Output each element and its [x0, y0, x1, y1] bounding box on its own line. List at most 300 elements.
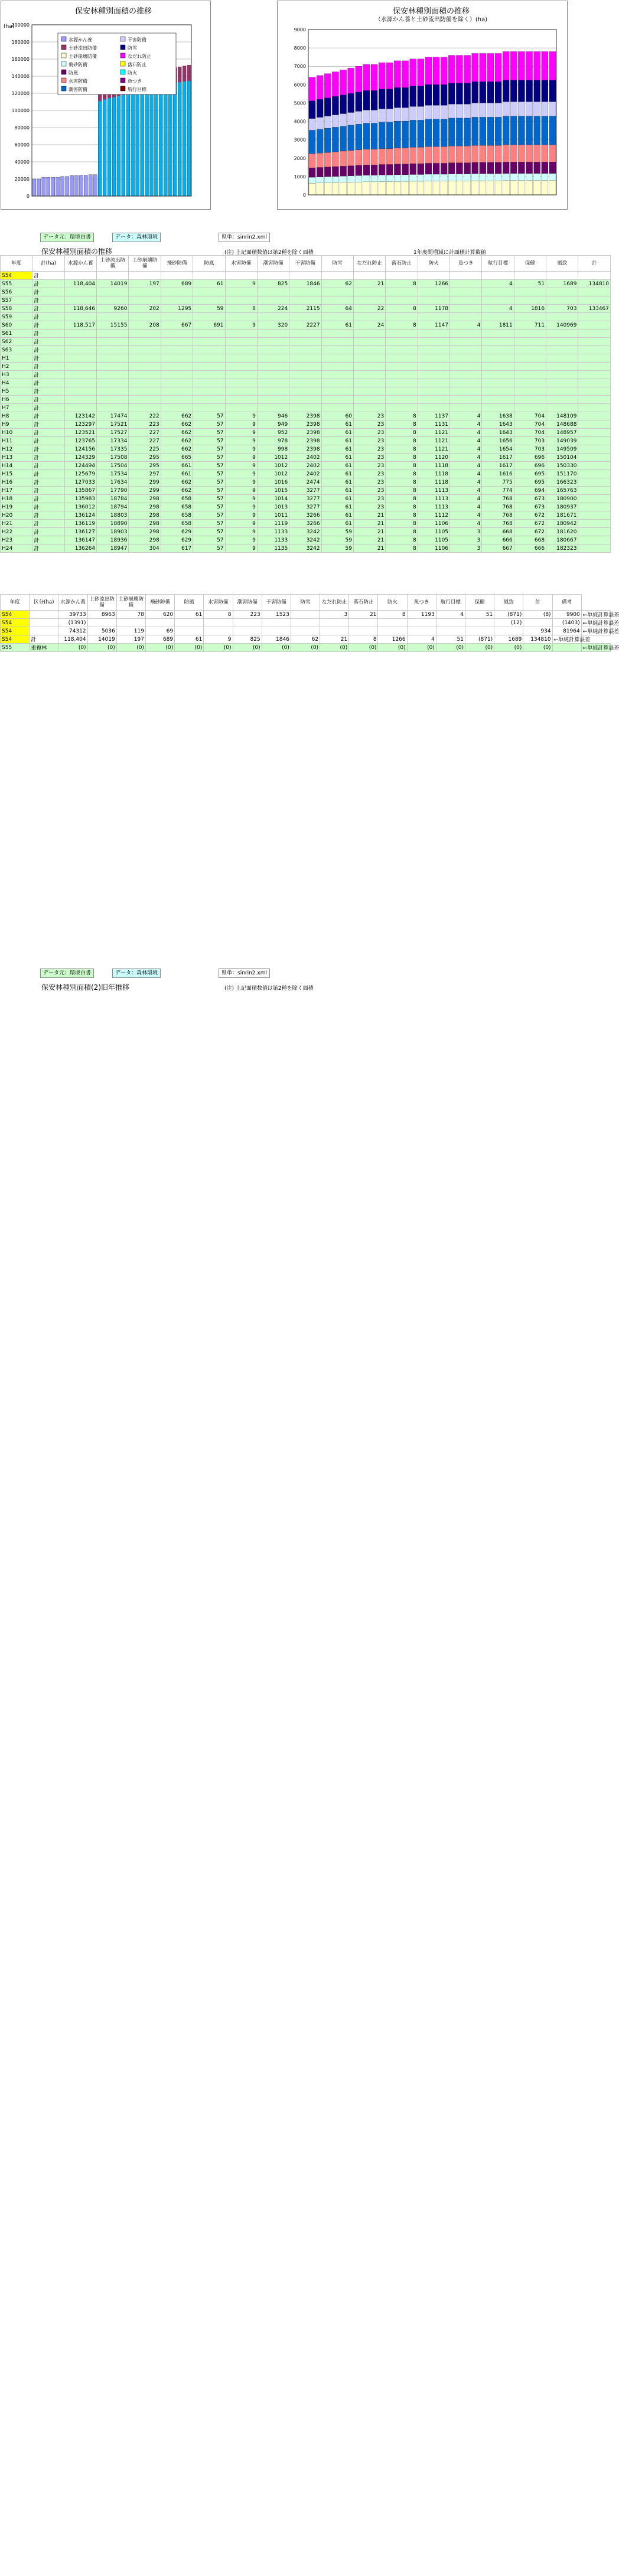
table-cell[interactable]: [193, 363, 225, 371]
table-cell[interactable]: [64, 387, 96, 396]
table-cell[interactable]: 57: [193, 470, 225, 478]
table-cell[interactable]: 1015: [257, 487, 289, 495]
table-cell[interactable]: [225, 396, 257, 404]
table-cell[interactable]: 1118: [418, 478, 449, 487]
table-cell[interactable]: [418, 330, 449, 338]
table-cell[interactable]: 9: [225, 495, 257, 503]
table-cell[interactable]: [193, 404, 225, 412]
table-cell[interactable]: [436, 627, 465, 635]
table-cell[interactable]: [233, 619, 262, 627]
table-cell[interactable]: 3266: [289, 520, 321, 528]
table-cell[interactable]: [257, 338, 289, 346]
table-cell[interactable]: [578, 363, 611, 371]
table-cell[interactable]: [546, 346, 578, 354]
table-cell[interactable]: [578, 296, 611, 305]
table-cell[interactable]: 78: [116, 611, 145, 619]
table-cell[interactable]: 計: [32, 272, 64, 280]
table-cell[interactable]: [257, 404, 289, 412]
table-cell[interactable]: [578, 445, 611, 454]
table-cell[interactable]: [450, 330, 482, 338]
table-cell[interactable]: 9: [225, 528, 257, 536]
table-cell[interactable]: 227: [129, 429, 161, 437]
table-cell[interactable]: (8): [523, 611, 552, 619]
table-cell[interactable]: 298: [129, 511, 161, 520]
table-cell[interactable]: [321, 288, 353, 296]
table-cell[interactable]: [353, 396, 385, 404]
table-cell[interactable]: [64, 363, 96, 371]
table-cell[interactable]: [578, 487, 611, 495]
table-cell[interactable]: [386, 272, 418, 280]
table-cell[interactable]: 4: [482, 280, 514, 288]
table-cell[interactable]: 計: [32, 371, 64, 379]
table-cell[interactable]: [514, 387, 546, 396]
table-cell[interactable]: S55: [1, 644, 30, 652]
table-cell[interactable]: 703: [546, 305, 578, 313]
table-cell[interactable]: [514, 288, 546, 296]
table-cell[interactable]: H9: [1, 420, 32, 429]
table-cell[interactable]: 計: [32, 313, 64, 321]
table-cell[interactable]: 18936: [97, 536, 129, 544]
table-cell[interactable]: 計: [32, 528, 64, 536]
table-cell[interactable]: 695: [514, 470, 546, 478]
table-cell[interactable]: [450, 371, 482, 379]
table-cell[interactable]: [289, 346, 321, 354]
table-cell[interactable]: [129, 272, 161, 280]
table-cell[interactable]: [64, 330, 96, 338]
table-cell[interactable]: ←単純計算誤差: [581, 627, 610, 635]
table-cell[interactable]: 計: [32, 346, 64, 354]
table-cell[interactable]: [353, 379, 385, 387]
table-cell[interactable]: [353, 272, 385, 280]
table-cell[interactable]: 22: [353, 305, 385, 313]
table-cell[interactable]: [578, 404, 611, 412]
table-cell[interactable]: [578, 387, 611, 396]
table-cell[interactable]: 8: [386, 470, 418, 478]
table-cell[interactable]: 223: [129, 420, 161, 429]
table-cell[interactable]: [289, 363, 321, 371]
table-cell[interactable]: [225, 354, 257, 363]
table-cell[interactable]: [262, 627, 291, 635]
table-cell[interactable]: [546, 338, 578, 346]
table-cell[interactable]: [129, 404, 161, 412]
table-cell[interactable]: S56: [1, 288, 32, 296]
table-cell[interactable]: 57: [193, 412, 225, 420]
table-cell[interactable]: [321, 354, 353, 363]
table-cell[interactable]: 8963: [87, 611, 116, 619]
table-cell[interactable]: 672: [514, 511, 546, 520]
table-cell[interactable]: [193, 330, 225, 338]
table-cell[interactable]: H7: [1, 404, 32, 412]
table-cell[interactable]: 4: [450, 420, 482, 429]
table-cell[interactable]: [386, 379, 418, 387]
table-cell[interactable]: [233, 627, 262, 635]
table-cell[interactable]: 304: [129, 544, 161, 553]
table-cell[interactable]: 673: [514, 495, 546, 503]
table-cell[interactable]: 8: [386, 305, 418, 313]
table-cell[interactable]: 4: [450, 503, 482, 511]
table-cell[interactable]: 8: [386, 420, 418, 429]
table-cell[interactable]: 計: [32, 420, 64, 429]
table-cell[interactable]: [353, 404, 385, 412]
table-cell[interactable]: 57: [193, 437, 225, 445]
table-cell[interactable]: 180900: [546, 495, 578, 503]
tab-data[interactable]: データ：森林環境: [112, 233, 161, 242]
table-cell[interactable]: ←単純計算誤差: [581, 644, 610, 652]
table-cell[interactable]: 1266: [418, 280, 449, 288]
table-cell[interactable]: 8: [386, 437, 418, 445]
table-cell[interactable]: [204, 619, 233, 627]
table-cell[interactable]: 61: [321, 429, 353, 437]
table-cell[interactable]: 9900: [552, 611, 581, 619]
table-cell[interactable]: 8: [204, 611, 233, 619]
table-cell[interactable]: 4: [450, 520, 482, 528]
table-cell[interactable]: 9: [204, 635, 233, 644]
table-cell[interactable]: (0): [465, 644, 494, 652]
table-cell[interactable]: 2402: [289, 470, 321, 478]
table-cell[interactable]: 123765: [64, 437, 96, 445]
table-cell[interactable]: 298: [129, 536, 161, 544]
table-cell[interactable]: 136119: [64, 520, 96, 528]
table-cell[interactable]: S59: [1, 313, 32, 321]
table-cell[interactable]: [386, 330, 418, 338]
table-cell[interactable]: H2: [1, 363, 32, 371]
table-cell[interactable]: 9: [225, 544, 257, 553]
table-cell[interactable]: 17334: [97, 437, 129, 445]
table-cell[interactable]: 711: [514, 321, 546, 330]
table-cell[interactable]: 9: [225, 321, 257, 330]
table-cell[interactable]: [353, 371, 385, 379]
table-cell[interactable]: 2115: [289, 305, 321, 313]
table-cell[interactable]: [225, 288, 257, 296]
table-cell[interactable]: 61: [321, 437, 353, 445]
table-cell[interactable]: 8: [386, 487, 418, 495]
table-cell[interactable]: 629: [161, 536, 193, 544]
table-cell[interactable]: 946: [257, 412, 289, 420]
table-cell[interactable]: [257, 371, 289, 379]
table-cell[interactable]: 2398: [289, 445, 321, 454]
table-cell[interactable]: 17534: [97, 470, 129, 478]
table-cell[interactable]: 1012: [257, 454, 289, 462]
table-cell[interactable]: [418, 313, 449, 321]
tab-file[interactable]: 県単：sinrin2.xml: [219, 233, 270, 242]
table-cell[interactable]: [482, 379, 514, 387]
table-cell[interactable]: 1846: [289, 280, 321, 288]
table-cell[interactable]: 計: [32, 503, 64, 511]
table-cell[interactable]: 23: [353, 478, 385, 487]
table-cell[interactable]: [546, 313, 578, 321]
table-cell[interactable]: 662: [161, 478, 193, 487]
table-cell[interactable]: 9: [225, 520, 257, 528]
table-cell[interactable]: S61: [1, 330, 32, 338]
table-cell[interactable]: 計: [30, 635, 58, 644]
table-cell[interactable]: [129, 396, 161, 404]
table-cell[interactable]: (0): [58, 644, 87, 652]
table-cell[interactable]: 8: [378, 611, 407, 619]
table-cell[interactable]: 180667: [546, 536, 578, 544]
table-cell[interactable]: [129, 387, 161, 396]
table-cell[interactable]: [386, 387, 418, 396]
table-cell[interactable]: 1106: [418, 520, 449, 528]
table-cell[interactable]: 1121: [418, 437, 449, 445]
table-cell[interactable]: [418, 379, 449, 387]
table-cell[interactable]: 8: [386, 503, 418, 511]
table-cell[interactable]: [465, 619, 494, 627]
table-cell[interactable]: [386, 346, 418, 354]
table-cell[interactable]: [193, 354, 225, 363]
table-cell[interactable]: [97, 296, 129, 305]
table-cell[interactable]: 704: [514, 420, 546, 429]
table-cell[interactable]: 197: [129, 280, 161, 288]
table-cell[interactable]: [578, 379, 611, 387]
table-cell[interactable]: 1121: [418, 429, 449, 437]
table-cell[interactable]: [289, 379, 321, 387]
table-cell[interactable]: 665: [161, 454, 193, 462]
table-cell[interactable]: [482, 338, 514, 346]
table-cell[interactable]: [321, 387, 353, 396]
table-cell[interactable]: [64, 296, 96, 305]
table-cell[interactable]: 計: [32, 280, 64, 288]
table-cell[interactable]: [386, 296, 418, 305]
table-cell[interactable]: [97, 354, 129, 363]
table-cell[interactable]: H17: [1, 487, 32, 495]
table-cell[interactable]: 計: [32, 470, 64, 478]
table-cell[interactable]: [97, 396, 129, 404]
table-cell[interactable]: 23: [353, 470, 385, 478]
table-cell[interactable]: S58: [1, 305, 32, 313]
table-cell[interactable]: [482, 272, 514, 280]
table-cell[interactable]: [418, 296, 449, 305]
table-cell[interactable]: 1118: [418, 470, 449, 478]
table-cell[interactable]: 1133: [257, 528, 289, 536]
table-cell[interactable]: [514, 338, 546, 346]
table-cell[interactable]: [514, 363, 546, 371]
table-cell[interactable]: H21: [1, 520, 32, 528]
table-cell[interactable]: 3: [450, 536, 482, 544]
table-cell[interactable]: [407, 619, 436, 627]
table-cell[interactable]: 825: [257, 280, 289, 288]
table-cell[interactable]: 8: [386, 511, 418, 520]
table-cell[interactable]: 計: [32, 536, 64, 544]
table-cell[interactable]: [161, 330, 193, 338]
table-cell[interactable]: 1811: [482, 321, 514, 330]
table-cell[interactable]: [436, 619, 465, 627]
table-cell[interactable]: 2398: [289, 429, 321, 437]
table-cell[interactable]: 計: [32, 379, 64, 387]
table-cell[interactable]: 3242: [289, 528, 321, 536]
table-cell[interactable]: 1113: [418, 503, 449, 511]
table-cell[interactable]: 18803: [97, 511, 129, 520]
table-cell[interactable]: 9: [225, 487, 257, 495]
table-cell[interactable]: 4: [450, 511, 482, 520]
table-cell[interactable]: [289, 330, 321, 338]
table-cell[interactable]: 3277: [289, 487, 321, 495]
table-cell[interactable]: 18794: [97, 503, 129, 511]
table-cell[interactable]: 8: [386, 454, 418, 462]
table-cell[interactable]: [494, 627, 523, 635]
table-cell[interactable]: H20: [1, 511, 32, 520]
table-cell[interactable]: [418, 288, 449, 296]
table-cell[interactable]: 181620: [546, 528, 578, 536]
table-cell[interactable]: [145, 619, 174, 627]
table-cell[interactable]: 1121: [418, 445, 449, 454]
table-cell[interactable]: [291, 627, 320, 635]
table-cell[interactable]: 62: [291, 635, 320, 644]
table-cell[interactable]: 59: [321, 528, 353, 536]
table-cell[interactable]: 計: [32, 338, 64, 346]
table-cell[interactable]: 197: [116, 635, 145, 644]
table-cell[interactable]: 8: [386, 412, 418, 420]
table-cell[interactable]: 694: [514, 487, 546, 495]
table-cell[interactable]: 61: [321, 445, 353, 454]
table-cell[interactable]: 181671: [546, 511, 578, 520]
table-cell[interactable]: 136264: [64, 544, 96, 553]
table-cell[interactable]: 225: [129, 445, 161, 454]
table-cell[interactable]: 9: [225, 462, 257, 470]
table-cell[interactable]: [482, 330, 514, 338]
table-cell[interactable]: [289, 396, 321, 404]
table-cell[interactable]: 8: [349, 635, 378, 644]
table-cell[interactable]: 17790: [97, 487, 129, 495]
table-cell[interactable]: 118,404: [64, 280, 96, 288]
table-cell[interactable]: [289, 354, 321, 363]
table-cell[interactable]: [129, 330, 161, 338]
table-cell[interactable]: [450, 280, 482, 288]
table-cell[interactable]: 703: [514, 445, 546, 454]
table-cell[interactable]: [289, 288, 321, 296]
table-cell[interactable]: [546, 404, 578, 412]
table-cell[interactable]: [465, 627, 494, 635]
table-cell[interactable]: 166323: [546, 478, 578, 487]
table-cell[interactable]: [450, 387, 482, 396]
table-cell[interactable]: 57: [193, 528, 225, 536]
table-cell[interactable]: 14019: [97, 280, 129, 288]
table-cell[interactable]: 24: [353, 321, 385, 330]
table-cell[interactable]: 4: [450, 487, 482, 495]
table-cell[interactable]: 計: [32, 511, 64, 520]
table-cell[interactable]: 135867: [64, 487, 96, 495]
table-cell[interactable]: [161, 288, 193, 296]
table-cell[interactable]: 4: [407, 635, 436, 644]
table-cell[interactable]: H1: [1, 354, 32, 363]
table-cell[interactable]: [578, 462, 611, 470]
table-cell[interactable]: 118,517: [64, 321, 96, 330]
table-cell[interactable]: S54: [1, 619, 30, 627]
table-cell[interactable]: [353, 288, 385, 296]
table-cell[interactable]: 222: [129, 412, 161, 420]
table-cell[interactable]: 2227: [289, 321, 321, 330]
table-cell[interactable]: [64, 313, 96, 321]
table-cell[interactable]: 629: [161, 528, 193, 536]
table-cell[interactable]: 57: [193, 429, 225, 437]
table-cell[interactable]: 934: [523, 627, 552, 635]
table-cell[interactable]: [418, 338, 449, 346]
tab2-data[interactable]: データ：森林環境: [112, 969, 161, 978]
table-cell[interactable]: 8: [386, 478, 418, 487]
table-cell[interactable]: 4: [436, 611, 465, 619]
table-cell[interactable]: 149509: [546, 445, 578, 454]
table-cell[interactable]: [578, 313, 611, 321]
table-cell[interactable]: [64, 404, 96, 412]
table-cell[interactable]: 8: [386, 321, 418, 330]
table-cell[interactable]: S62: [1, 338, 32, 346]
table-cell[interactable]: 1617: [482, 462, 514, 470]
table-cell[interactable]: ←単純計算誤差: [581, 619, 610, 627]
table-cell[interactable]: 658: [161, 503, 193, 511]
table-cell[interactable]: H23: [1, 536, 32, 544]
table-cell[interactable]: [386, 404, 418, 412]
table-cell[interactable]: [546, 296, 578, 305]
table-cell[interactable]: 180942: [546, 520, 578, 528]
table-cell[interactable]: 127033: [64, 478, 96, 487]
table-cell[interactable]: 57: [193, 503, 225, 511]
table-cell[interactable]: 57: [193, 454, 225, 462]
table-cell[interactable]: 計: [32, 387, 64, 396]
table-cell[interactable]: 148957: [546, 429, 578, 437]
table-cell[interactable]: [161, 338, 193, 346]
table-cell[interactable]: 4: [450, 478, 482, 487]
table-cell[interactable]: S60: [1, 321, 32, 330]
table-cell[interactable]: 18903: [97, 528, 129, 536]
table-cell[interactable]: 1656: [482, 437, 514, 445]
table-cell[interactable]: [418, 396, 449, 404]
table-cell[interactable]: 4: [450, 412, 482, 420]
table-cell[interactable]: 9: [225, 511, 257, 520]
table-cell[interactable]: 60: [321, 412, 353, 420]
table-cell[interactable]: [225, 296, 257, 305]
table-cell[interactable]: 134810: [523, 635, 552, 644]
table-cell[interactable]: [97, 404, 129, 412]
table-cell[interactable]: [161, 363, 193, 371]
table-cell[interactable]: 1118: [418, 462, 449, 470]
table-cell[interactable]: [225, 404, 257, 412]
table-cell[interactable]: 2402: [289, 462, 321, 470]
table-cell[interactable]: S54: [1, 272, 32, 280]
table-cell[interactable]: 61: [321, 420, 353, 429]
table-cell[interactable]: [386, 396, 418, 404]
table-cell[interactable]: [257, 354, 289, 363]
table-cell[interactable]: [321, 338, 353, 346]
table-cell[interactable]: 775: [482, 478, 514, 487]
table-cell[interactable]: 1105: [418, 528, 449, 536]
table-cell[interactable]: [193, 387, 225, 396]
table-cell[interactable]: 704: [514, 429, 546, 437]
table-cell[interactable]: 計: [32, 478, 64, 487]
table-cell[interactable]: H18: [1, 495, 32, 503]
table-cell[interactable]: [546, 387, 578, 396]
table-cell[interactable]: (0): [320, 644, 349, 652]
table-cell[interactable]: [321, 330, 353, 338]
table-cell[interactable]: [64, 338, 96, 346]
table-cell[interactable]: 696: [514, 454, 546, 462]
table-cell[interactable]: 1846: [262, 635, 291, 644]
table-cell[interactable]: 3: [450, 528, 482, 536]
table-cell[interactable]: [64, 396, 96, 404]
table-cell[interactable]: 202: [129, 305, 161, 313]
table-cell[interactable]: 21: [349, 611, 378, 619]
table-cell[interactable]: 689: [161, 280, 193, 288]
table-cell[interactable]: 61: [321, 520, 353, 528]
table-cell[interactable]: S55: [1, 280, 32, 288]
table-cell[interactable]: [482, 404, 514, 412]
table-cell[interactable]: 1616: [482, 470, 514, 478]
table-cell[interactable]: [578, 495, 611, 503]
table-cell[interactable]: S54: [1, 627, 30, 635]
table-cell[interactable]: [321, 371, 353, 379]
table-cell[interactable]: [482, 371, 514, 379]
table-cell[interactable]: [407, 627, 436, 635]
table-cell[interactable]: [289, 313, 321, 321]
table-cell[interactable]: [97, 379, 129, 387]
